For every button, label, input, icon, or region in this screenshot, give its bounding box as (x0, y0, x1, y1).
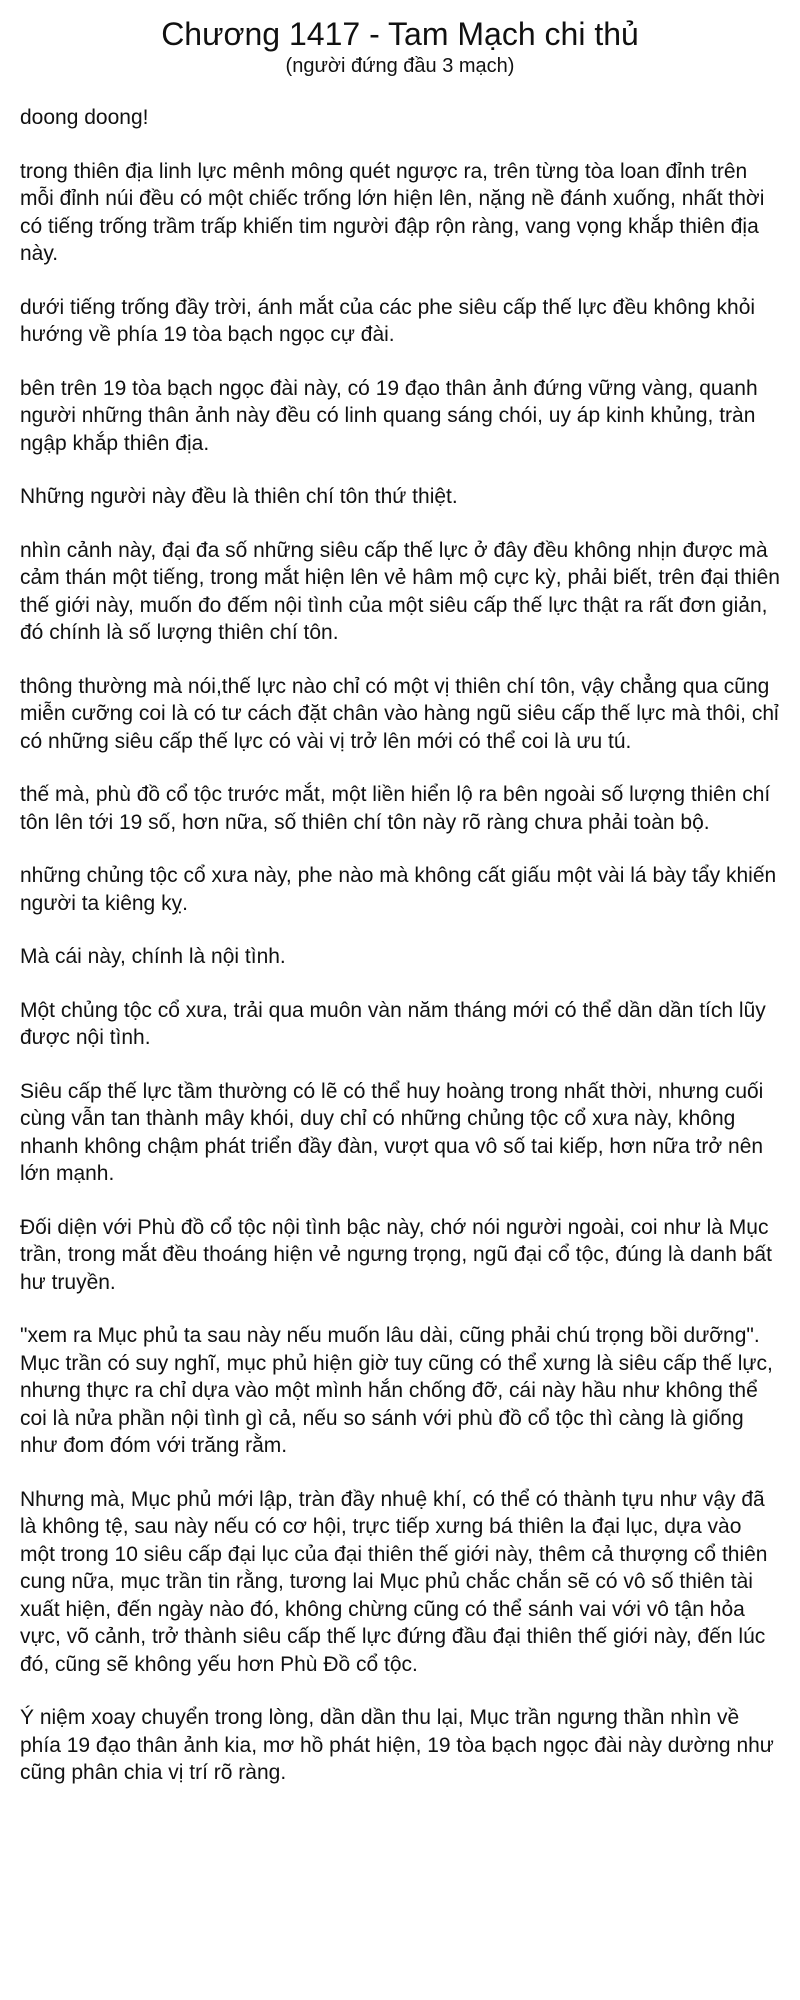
paragraph: Mà cái này, chính là nội tình. (20, 945, 286, 968)
paragraph: "xem ra Mục phủ ta sau này nếu muốn lâu dài, cũng phải chú trọng bồi dưỡng". Mục trần có suy nghĩ, mục phủ hiện giờ tuy cũng có thể xưng là siêu cấp thế lực, nhưng thực ra chỉ dựa vào một mình hắn chống đỡ, cái này hầu như không thể coi là nửa phần nội tình gì cả, nếu so sánh với phù đồ cổ tộc thì càng là giống như đom đóm với trăng rằm. (20, 1324, 773, 1457)
paragraph: nhìn cảnh này, đại đa số những siêu cấp thế lực ở đây đều không nhịn được mà cảm thán một tiếng, trong mắt hiện lên vẻ hâm mộ cực kỳ, phải biết, trên đại thiên thế giới này, muốn đo đếm nội tình của một siêu cấp thế lực thật ra rất đơn giản, đó chính là số lượng thiên chí tôn. (20, 538, 780, 644)
paragraph: Ý niệm xoay chuyển trong lòng, dần dần thu lại, Mục trần ngưng thần nhìn về phía 19 đạo thân ảnh kia, mơ hồ phát hiện, 19 tòa bạch ngọc đài này dường như cũng phân chia vị trí rõ ràng. (20, 1706, 774, 1784)
paragraph: thế mà, phù đồ cổ tộc trước mắt, một liền hiển lộ ra bên ngoài số lượng thiên chí tôn lên tới 19 số, hơn nữa, số thiên chí tôn này rõ ràng chưa phải toàn bộ. (20, 783, 771, 834)
paragraph: thông thường mà nói,thế lực nào chỉ có một vị thiên chí tôn, vậy chẳng qua cũng miễn cưỡng coi là có tư cách đặt chân vào hàng ngũ siêu cấp thế lực mà thôi, chỉ có những siêu cấp thế lực có vài vị trở lên mới có thể coi là ưu tú. (20, 674, 779, 753)
paragraph: những chủng tộc cổ xưa này, phe nào mà không cất giấu một vài lá bày tẩy khiến người ta kiêng kỵ. (20, 864, 777, 915)
chapter-body (20, 104, 800, 1787)
paragraph: Nhưng mà, Mục phủ mới lập, tràn đầy nhuệ khí, có thể có thành tựu như vậy đã là không tệ, sau này nếu có cơ hội, trực tiếp xưng bá thiên la đại lục, dựa vào một trong 10 siêu cấp đại lục của đại thiên thế giới này, thêm cả thượng cổ thiên cung nữa, mục trần tin rằng, tương lai Mục phủ chắc chắn sẽ có vô số thiên tài xuất hiện, đến ngày nào đó, không chừng cũng có thể sánh vai với vô tận hỏa vực, võ cảnh, trở thành siêu cấp thế lực đứng đầu đại thiên thế giới này, đến lúc đó, cũng sẽ không yếu hơn Phù Đồ cổ tộc. (20, 1487, 768, 1676)
paragraph: doong doong! (20, 106, 149, 129)
paragraph: Một chủng tộc cổ xưa, trải qua muôn vàn năm tháng mới có thể dần dần tích lũy được nội tình. (20, 998, 766, 1049)
paragraph: Đối diện với Phù đồ cổ tộc nội tình bậc này, chớ nói người ngoài, coi như là Mục trần, trong mắt đều thoáng hiện vẻ ngưng trọng, ngũ đại cổ tộc, đúng là danh bất hư truyền. (20, 1215, 772, 1294)
chapter-subtitle: (người đứng đầu 3 mạch) (285, 55, 515, 77)
paragraph: trong thiên địa linh lực mênh mông quét ngược ra, trên từng tòa loan đỉnh trên mỗi đỉnh núi đều có một chiếc trống lớn hiện lên, nặng nề đánh xuống, nhất thời có tiếng trống trầm trấp khiến tim người đập rộn ràng, vang vọng khắp thiên địa này. (20, 159, 765, 265)
paragraph: bên trên 19 tòa bạch ngọc đài này, có 19 đạo thân ảnh đứng vững vàng, quanh người những thân ảnh này đều có linh quang sáng chói, uy áp kinh khủng, tràn ngập khắp thiên địa. (20, 376, 758, 455)
paragraph: Siêu cấp thế lực tầm thường có lẽ có thể huy hoàng trong nhất thời, nhưng cuối cùng vẫn tan thành mây khói, duy chỉ có những chủng tộc cổ xưa này, không nhanh không chậm phát triển đầy đàn, vượt qua vô số tai kiếp, hơn nữa trở nên lớn mạnh. (20, 1079, 764, 1185)
chapter-title: Chương 1417 - Tam Mạch chi thủ (161, 16, 639, 52)
paragraph: Những người này đều là thiên chí tôn thứ thiệt. (20, 485, 458, 508)
paragraph: dưới tiếng trống đầy trời, ánh mắt của các phe siêu cấp thế lực đều không khỏi hướng về phía 19 tòa bạch ngọc cự đài. (20, 295, 756, 346)
